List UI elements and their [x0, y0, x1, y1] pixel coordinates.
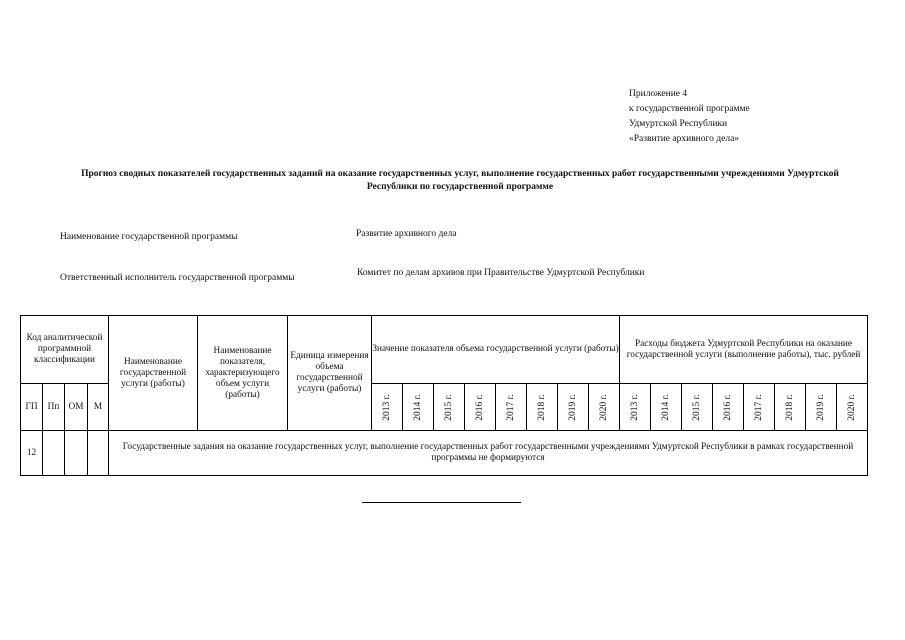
volume-year: 2014 г. [403, 384, 434, 431]
row-om-code [65, 431, 88, 476]
unit-header: Единица измерения объема государственной услуги (работы) [288, 316, 372, 431]
expenses-year: 2017 г. [744, 384, 775, 431]
volume-year: 2018 г. [527, 384, 558, 431]
program-value: Развитие архивного дела [356, 229, 457, 239]
volume-header: Значение показателя объема государственной услуги (работы) [372, 316, 620, 384]
table-row [21, 431, 868, 476]
program-label: Наименование государственной программы [60, 232, 238, 242]
volume-year: 2016 г. [465, 384, 496, 431]
appendix-header [629, 87, 750, 147]
volume-year: 2013 г. [372, 384, 403, 431]
appendix-line: Удмуртской Республики [629, 119, 728, 129]
code-col-gp: ГП [21, 384, 43, 431]
executor-value: Комитет по делам архивов при Правительстве Удмуртской Республики [357, 268, 645, 278]
indicator-header: Наименование показателя, характеризующего объем услуги (работы) [198, 316, 288, 431]
executor-label: Ответственный исполнитель государственной программы [60, 273, 295, 283]
volume-year: 2017 г. [496, 384, 527, 431]
row-gp-code: 12 [21, 431, 43, 476]
row-m-code [88, 431, 109, 476]
expenses-year: 2020 г. [837, 384, 868, 431]
expenses-year: 2014 г. [651, 384, 682, 431]
service-header: Наименование государственной услуги (работы) [109, 316, 198, 431]
expenses-year: 2015 г. [682, 384, 713, 431]
appendix-line: к государственной программе [629, 104, 750, 114]
expenses-year: 2018 г. [775, 384, 806, 431]
expenses-year: 2016 г. [713, 384, 744, 431]
document-title: Прогноз сводных показателей государственных заданий на оказание государственных услуг, выполнение государственных работ государственными учреждениями Удмуртской Республики по государственной программе [81, 169, 839, 192]
expenses-year: 2019 г. [806, 384, 837, 431]
expenses-year: 2013 г. [620, 384, 651, 431]
row-pp-code [43, 431, 65, 476]
code-col-om: ОМ [65, 384, 88, 431]
code-header: Код аналитической программной классификации [21, 316, 109, 384]
appendix-line: «Развитие архивного дела» [629, 134, 740, 144]
expenses-header: Расходы бюджета Удмуртской Республики на оказание государственной услуги (выполнение работы), тыс. рублей [620, 316, 868, 384]
appendix-line: Приложение 4 [629, 89, 688, 99]
volume-year: 2019 г. [558, 384, 589, 431]
row-note: Государственные задания на оказание государственных услуг, выполнение государственных работ государственными учреждениями Удмуртской Республики в рамках государственной программы не формируются [109, 431, 868, 476]
volume-year: 2020 г. [589, 384, 620, 431]
closing-rule [362, 502, 521, 503]
volume-year: 2015 г. [434, 384, 465, 431]
indicators-table [20, 315, 868, 476]
code-col-pp: Пп [43, 384, 65, 431]
code-col-m: М [88, 384, 109, 431]
